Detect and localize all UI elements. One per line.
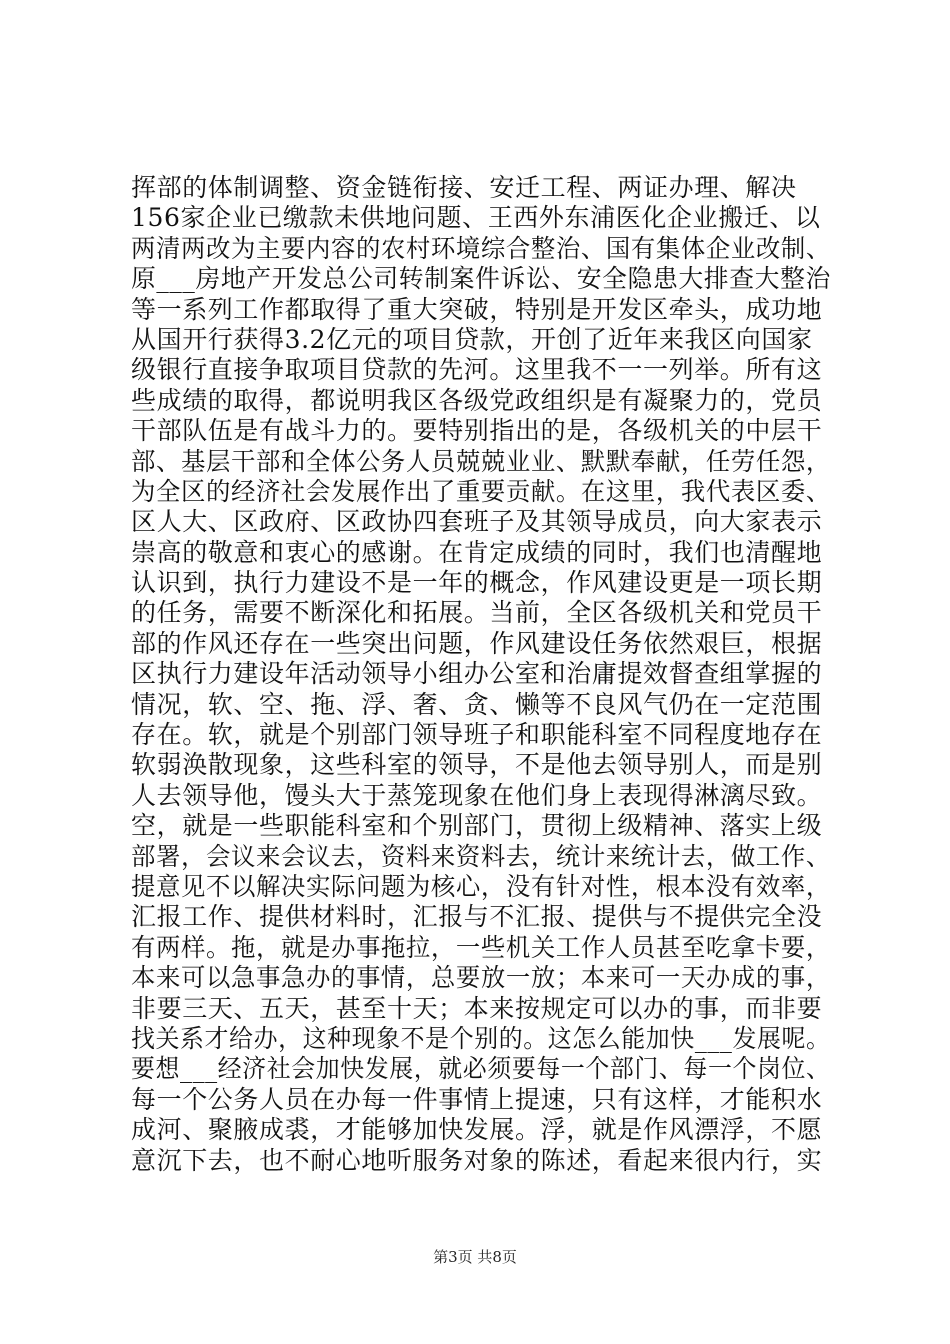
text-line: 等一系列工作都取得了重大突破，特别是开发区牵头，成功地 [131, 294, 823, 324]
page-footer: 第3页 共8页 [433, 1248, 517, 1266]
text-line: 每一个公务人员在办每一件事情上提速，只有这样，才能积水 [131, 1084, 823, 1114]
text-line: 部、基层干部和全体公务人员兢兢业业、默默奉献，任劳任怨， [131, 446, 831, 476]
text-line: 156家企业已缴款未供地问题、王西外东浦医化企业搬迁、以 [131, 203, 821, 233]
text-line: 为全区的经济社会发展作出了重要贡献。在这里，我代表区委、 [131, 476, 831, 506]
text-line: 部署，会议来会议去，资料来资料去，统计来统计去，做工作、 [131, 841, 831, 871]
text-line: 成河、聚腋成裘，才能够加快发展。浮，就是作风漂浮，不愿 [131, 1115, 823, 1145]
text-line: 汇报工作、提供材料时，汇报与不汇报、提供与不提供完全没 [131, 902, 823, 932]
text-line: 原___房地产开发总公司转制案件诉讼、安全隐患大排查大整治 [131, 264, 831, 294]
text-line: 意沉下去，也不耐心地听服务对象的陈述，看起来很内行，实 [131, 1145, 823, 1175]
text-line: 软弱涣散现象，这些科室的领导，不是他去领导别人，而是别 [131, 750, 823, 780]
text-line: 挥部的体制调整、资金链衔接、安迁工程、两证办理、解决 [131, 173, 797, 202]
text-line: 区执行力建设年活动领导小组办公室和治庸提效督查组掌握的 [131, 659, 823, 689]
text-line: 从国开行获得3.2亿元的项目贷款，开创了近年来我区向国家 [131, 324, 813, 354]
text-line: 本来可以急事急办的事情，总要放一放；本来可一天办成的事， [131, 963, 831, 993]
text-line: 存在。软，就是个别部门领导班子和职能科室不同程度地存在 [131, 720, 823, 750]
text-line: 有两样。拖，就是办事拖拉，一些机关工作人员甚至吃拿卡要， [131, 932, 831, 962]
text-line: 些成绩的取得，都说明我区各级党政组织是有凝聚力的，党员 [131, 385, 823, 415]
text-line: 提意见不以解决实际问题为核心，没有针对性，根本没有效率， [131, 871, 831, 901]
text-line: 级银行直接争取项目贷款的先河。这里我不一一列举。所有这 [131, 355, 823, 385]
text-line: 情况，软、空、拖、浮、奢、贪、懒等不良风气仍在一定范围 [131, 689, 823, 719]
text-line: 非要三天、五天，甚至十天；本来按规定可以办的事，而非要 [131, 993, 823, 1023]
text-line: 人去领导他，馒头大于蒸笼现象在他们身上表现得淋漓尽致。 [131, 780, 823, 810]
text-line: 区人大、区政府、区政协四套班子及其领导成员，向大家表示 [131, 507, 823, 537]
text-line: 部的作风还存在一些突出问题，作风建设任务依然艰巨，根据 [131, 628, 823, 658]
text-line: 认识到，执行力建设不是一年的概念，作风建设更是一项长期 [131, 568, 823, 598]
body-text [131, 173, 831, 1176]
text-line: 空，就是一些职能科室和个别部门，贯彻上级精神、落实上级 [131, 811, 823, 841]
text-line: 崇高的敬意和衷心的感谢。在肯定成绩的同时，我们也清醒地 [131, 537, 823, 567]
text-line: 两清两改为主要内容的农村环境综合整治、国有集体企业改制、 [131, 233, 831, 263]
text-line: 要想___经济社会加快发展，就必须要每一个部门、每一个岗位、 [131, 1054, 831, 1084]
text-line: 找关系才给办，这种现象不是个别的。这怎么能加快___发展呢。 [131, 1023, 831, 1053]
text-line: 干部队伍是有战斗力的。要特别指出的是，各级机关的中层干 [131, 416, 823, 446]
text-line: 的任务，需要不断深化和拓展。当前，全区各级机关和党员干 [131, 598, 823, 628]
